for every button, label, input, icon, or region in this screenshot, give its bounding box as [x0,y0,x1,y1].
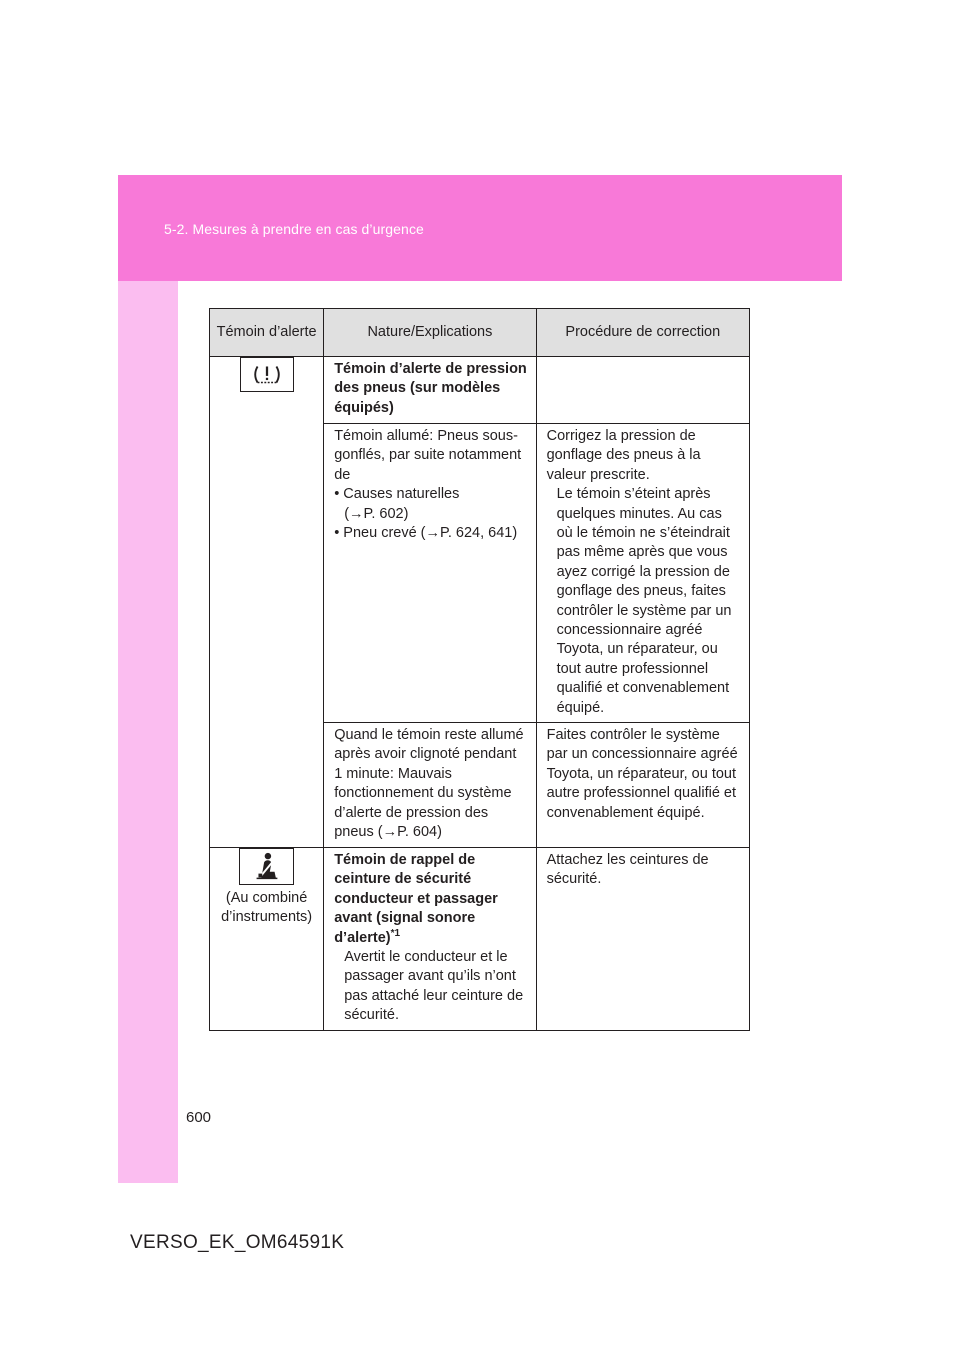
tpms-title-cell [324,357,536,424]
seatbelt-icon-cell [210,848,324,1031]
tpms-bullet-natural-ref: (→P. 602) [344,505,409,522]
seatbelt-reminder-icon [239,848,294,885]
seatbelt-detail: Avertit le conducteur et le passager avant qu’ils n’ont pas attaché leur ceinture de sécurité. [344,949,524,1024]
tpms-malfunction-cell [324,723,536,848]
header-procedure: Procédure de correction [536,309,749,357]
tpms-bullet-puncture: • Pneu crevé (→P. 624, 641) [334,525,518,542]
section-title: 5-2. Mesures à prendre en cas d’urgence [164,221,424,237]
seatbelt-nature-cell [324,848,536,1031]
table-header-row [210,309,750,357]
page-number: 600 [186,1109,212,1126]
table-row [210,357,750,424]
tpms-procedure-detail: Le témoin s’éteint après quelques minutes. Au cas où le témoin ne s’éteindrait pas même après que vous ayez corrigé la pression de gonflage des pneus, faites contrôler le système par un concessionnaire agréé Toyota, un réparateur, ou tout autre professionnel qualifié et convenablement équipé. [556,486,732,716]
tpms-nature-cell [324,424,536,723]
seatbelt-title: Témoin de rappel de ceinture de sécurité conducteur et passager avant (signal sonore d’alerte) [334,852,498,946]
header-nature: Nature/Explications [324,309,536,357]
tpms-icon-cell [210,357,324,848]
document-code: VERSO_EK_OM64591K [130,1232,345,1253]
tpms-nature-intro: Témoin allumé: Pneus sous-gonflés, par suite notamment de [334,428,522,483]
seatbelt-procedure-cell [536,848,749,1031]
tpms-procedure-intro: Corrigez la pression de gonflage des pneus à la valeur prescrite. [546,428,701,483]
seatbelt-icon-label: (Au combiné d’instruments) [221,890,313,926]
seatbelt-title-wrap [334,851,527,948]
tpms-malfunction-text: Quand le témoin reste allumé après avoir clignoté pendant 1 minute: Mauvais fonctionnement du système d’alerte de pression des pneus (→P. 604) [334,727,524,841]
side-band [118,281,178,1183]
tpms-procedure-cell [536,424,749,723]
warning-light-table [209,308,750,1031]
tire-pressure-warning-icon [240,357,294,392]
tpms-malfunction-procedure-cell [536,723,749,848]
tpms-malfunction-procedure: Faites contrôler le système par un concessionnaire agréé Toyota, un réparateur, ou tout autre professionnel qualifié et convenablement équipé. [546,727,738,821]
header-warning-light: Témoin d’alerte [210,309,324,357]
table-row [210,848,750,1031]
tpms-bullet-natural: • Causes naturelles [334,486,460,503]
empty-cell [536,357,749,424]
seatbelt-procedure: Attachez les ceintures de sécurité. [546,852,709,888]
tpms-title: Témoin d’alerte de pression des pneus (sur modèles équipés) [334,361,527,416]
seatbelt-footnote: *1 [390,927,401,939]
